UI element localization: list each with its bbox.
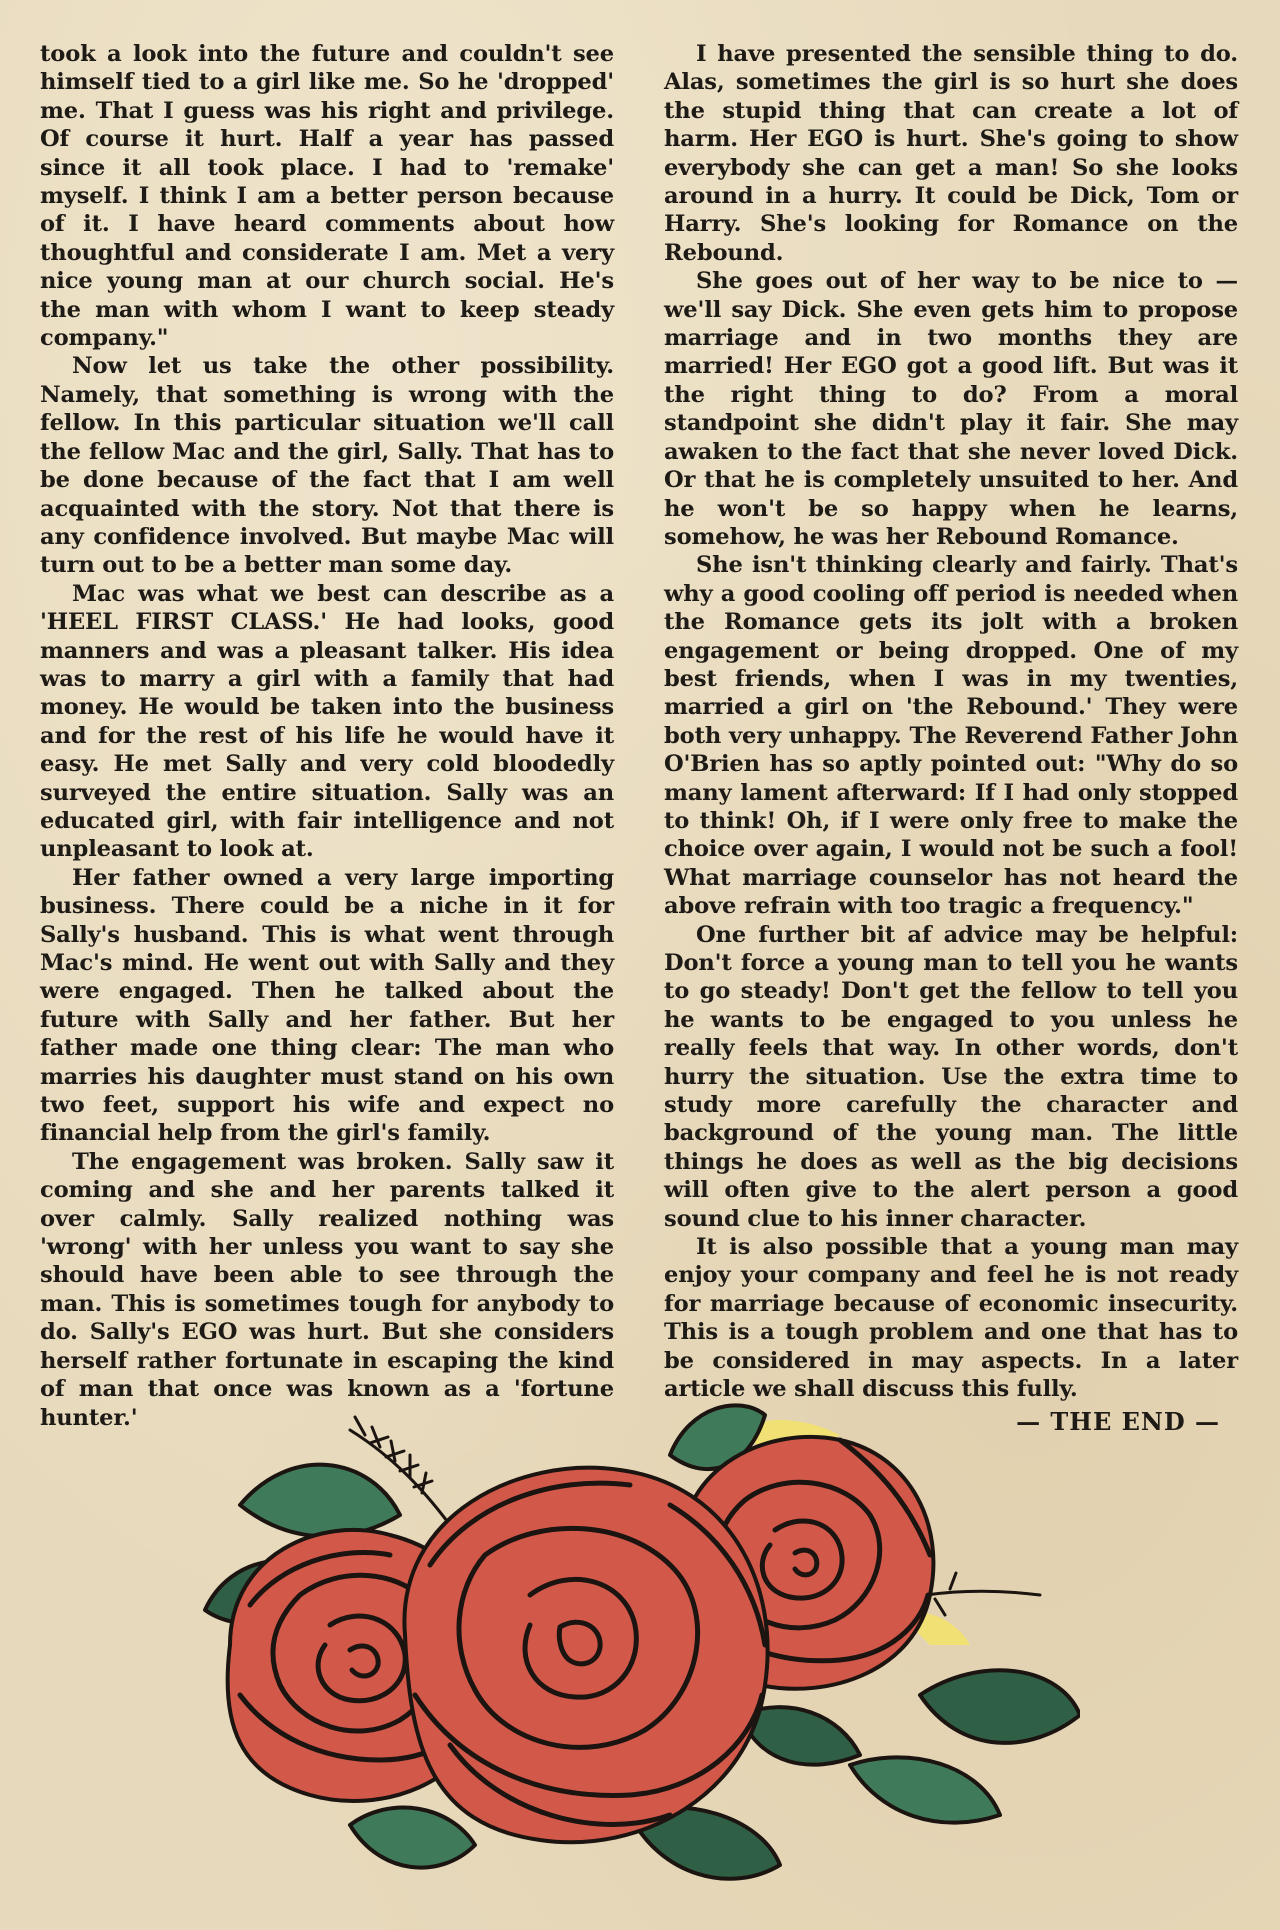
left-paragraph-3: Mac was what we best can describe as a 'HEEL FIRST CLASS.' He had looks, good manners and was a pleasant talker. His idea was to marry a girl with a family that had money. He would be taken into the business and for the rest of his life he would have it easy. He met Sally and very cold bloodedly surveyed the entire situation. Sally was an educated girl, with fair intelligence and not unpleasant to look at. <box>40 580 614 863</box>
left-paragraph-5: The engagement was broken. Sally saw it coming and she and her parents talked it over calmly. Sally realized nothing was 'wrong' with her unless you want to say she should have been able to see through the man. This is sometimes tough for anybody to do. Sally's EGO was hurt. But she considers herself rather fortunate in escaping the kind of man that once was known as a 'fortune hunter.' <box>40 1148 614 1431</box>
leaf-bottom-left <box>350 1808 475 1868</box>
right-paragraph-3: She isn't thinking clearly and fairly. That's why a good cooling off period is needed when the Romance gets its jolt with a broken engagement or being dropped. One of my best friends, when I was in my twenties, married a girl on 'the Rebound.' They were both very unhappy. The Reverend Father John O'Brien has so aptly pointed out: "Why do so many lament afterward: If I had only stopped to think! Oh, if I were only free to make the choice over again, I would not be such a fool! What marriage counselor has not heard the above refrain with too tragic a frequency." <box>664 552 1238 920</box>
left-paragraph-4: Her father owned a very large importing business. There could be a niche in it for Sally's husband. This is what went through Mac's mind. He went out with Sally and they were engaged. Then he talked about the future with Sally and her father. But her father made one thing clear: The man who marries his daughter must stand on his own two feet, support his wife and expect no financial help from the girl's family. <box>40 864 614 1147</box>
right-paragraph-4: One further bit af advice may be helpful: Don't force a young man to tell you he wants to go steady! Don't get the fellow to tell you he wants to be engaged to you unless he really feels that way. In other words, don't hurry the situation. Use the extra time to study more carefully the character and background of the young man. The little things he does as well as the big decisions will often give to the alert person a good sound clue to his inner character. <box>664 921 1238 1232</box>
right-paragraph-2: She goes out of her way to be nice to — we'll say Dick. She even gets him to propose marriage and in two months they are married! Her EGO got a good lift. But was it the right thing to do? From a moral standpoint she didn't play it fair. She may awaken to the fact that she never loved Dick. Or that he is completely unsuited to her. And he won't be so happy when he learns, somehow, he was her Rebound Romance. <box>664 268 1238 550</box>
left-paragraph-1: took a look into the future and couldn't see himself tied to a girl like me. So he 'dropped' me. That I guess was his right and privilege. Of course it hurt. Half a year has passed since it all took place. I had to 'remake' myself. I think I am a better person because of it. I have heard comments about how thoughtful and considerate I am. Met a very nice young man at our church social. He's the man with whom I want to keep steady company." <box>40 41 614 352</box>
left-paragraph-2: Now let us take the other possibility. Namely, that something is wrong with the fellow. In this particular situation we'll call the fellow Mac and the girl, Sally. That has to be done because of the fact that I am well acquainted with the story. Not that there is any confidence involved. But maybe Mac will turn out to be a better man some day. <box>40 353 614 579</box>
the-end-label: — THE END — <box>1016 1406 1220 1436</box>
right-paragraph-5: It is also possible that a young man may enjoy your company and feel he is not ready for marriage because of economic insecurity. This is a tough problem and one that has to be considered in may aspects. In a later article we shall discuss this fully. <box>664 1234 1238 1403</box>
roses-illustration <box>200 1395 1080 1915</box>
rose-center <box>404 1468 767 1843</box>
right-paragraph-1: I have presented the sensible thing to do. Alas, sometimes the girl is so hurt she does the stupid thing that can create a lot of harm. Her EGO is hurt. She's going to show everybody she can get a man! So she looks around in a hurry. It could be Dick, Tom or Harry. She's looking for Romance on the Rebound. <box>664 41 1238 266</box>
right-text-column <box>664 40 1238 1436</box>
leaf-right <box>920 1670 1080 1743</box>
leaf-right-lower <box>850 1757 1000 1822</box>
left-text-column <box>40 40 614 1432</box>
leaf-top-left <box>240 1465 400 1537</box>
